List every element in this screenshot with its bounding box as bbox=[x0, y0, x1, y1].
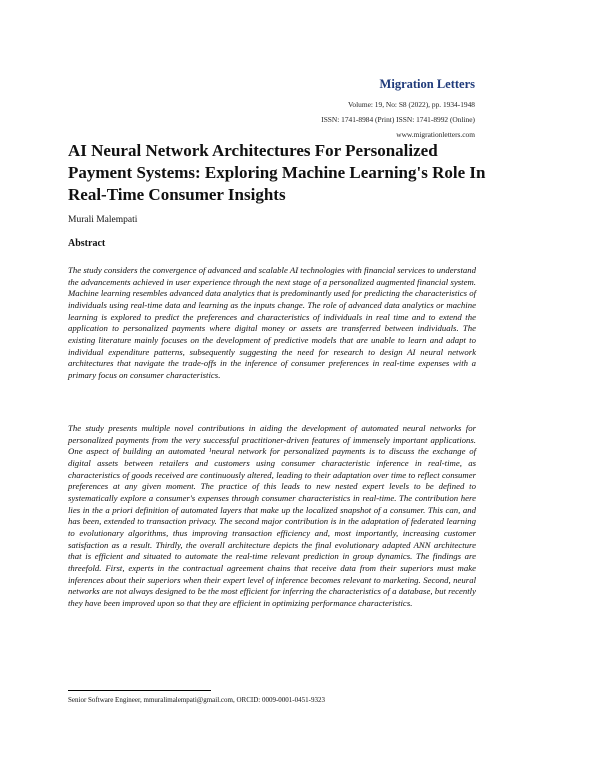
footnote-divider bbox=[68, 690, 211, 691]
journal-website: www.migrationletters.com bbox=[396, 130, 475, 139]
abstract-paragraph-1: The study considers the convergence of advanced and scalable AI technologies with financial services to understand the advancements achieved in user experience through the next stage of a personalized augmented financial system. Machine learning resembles advanced data analytics that is predominantly used for predicting the characteristics of individuals using real-time data and learning as the inputs change. The role of advanced data analytics or machine learning is explored to predict the preferences and characteristics of individuals in real time and to extend the application to personalized payments where digital money or assets are transferred between individuals. The existing literature mainly focuses on the development of predictive models that are unable to learn and adapt to individual expenditure patterns, subsequently suggesting the need for research to design AI neural network architectures that navigate the trade-offs in the inference of consumer preferences in real-time expenses with a primary focus on consumer characteristics. bbox=[68, 265, 477, 380]
paper-title: AI Neural Network Architectures For Personalized Payment Systems: Exploring Machine Learning's Role In Real-Time Consumer Insights bbox=[68, 141, 486, 204]
volume-info: Volume: 19, No: S8 (2022), pp. 1934-1948 bbox=[348, 100, 475, 109]
abstract-paragraph-2: The study presents multiple novel contributions in aiding the development of automated neural networks for personalized payments from the very successful practitioner-driven features of immensely important applications. One aspect of building an automated ¹neural network for personalized payments is to discuss the exchange of digital assets between retailers and customers using consumer characteristic inference in real-time, as characteristics of goods received are continuously altered, leading to their adaptation over time to reflect consumer preferences at any given moment. The practice of this leads to new nested expert levels to be defined to systematically explore a consumer's expenses through consumer characteristics in real-time. The contribution here lies in the a priori definition of automated layers that make up the localized snapshot of a consumer. This can, and has been, extended to transaction privacy. The second major contribution is in the adaptation of federated learning to evolutionary algorithms, thus improving transaction efficiency and, most importantly, increasing customer satisfaction as a result. Thirdly, the overall architecture depicts the final evolutionary adapted ANN architecture that is efficient and situated to automate the real-time relevant prediction in group dynamics. The findings are threefold. First, experts in the contractual agreement chains that receive data from their superiors must make inferences about their superiors when their expert level of inference becomes relevant to marketing. Second, neural networks are not always designed to be the most efficient for inferring the characteristics of a database, but recently they have been improved upon so that they are efficient in optimizing performance characteristics. bbox=[68, 423, 476, 608]
abstract-heading: Abstract bbox=[68, 238, 106, 249]
journal-name: Migration Letters bbox=[379, 77, 475, 91]
author-name: Murali Malempati bbox=[68, 215, 138, 225]
author-footnote: Senior Software Engineer, mmuralimalempati@gmail.com, ORCID: 0009-0001-0451-9323 bbox=[68, 696, 325, 704]
issn-info: ISSN: 1741-8984 (Print) ISSN: 1741-8992 (Online) bbox=[321, 115, 475, 124]
